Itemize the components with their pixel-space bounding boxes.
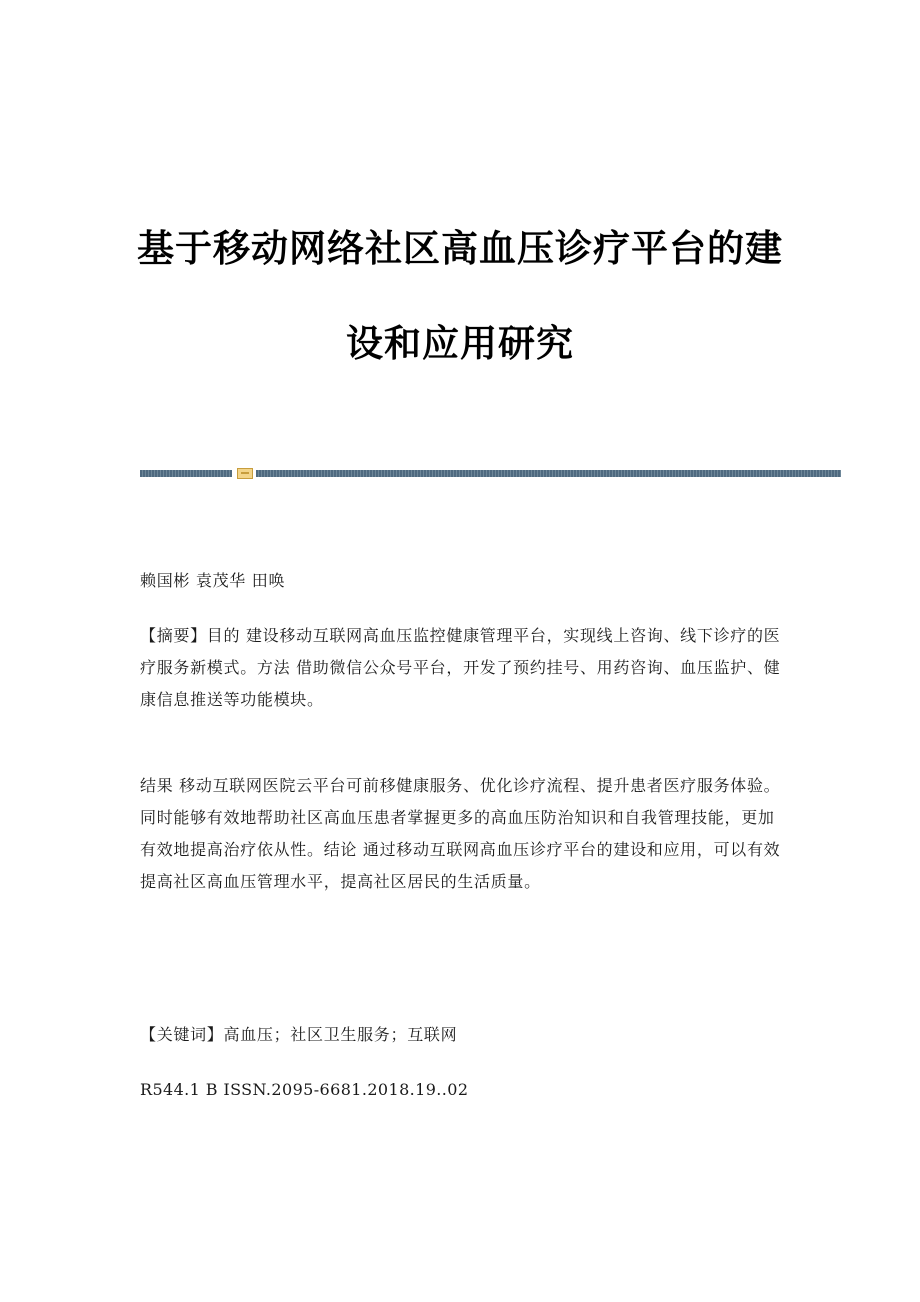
classification-code: R544.1 B ISSN.2095-6681.2018.19..02 <box>140 1080 469 1099</box>
keywords: 【关键词】高血压；社区卫生服务；互联网 <box>140 1025 458 1044</box>
divider-ornament-icon <box>237 468 253 479</box>
abstract-paragraph-1: 【摘要】目的 建设移动互联网高血压监控健康管理平台，实现线上咨询、线下诊疗的医疗服务新模式。方法 借助微信公众号平台，开发了预约挂号、用药咨询、血压监护、健康信息推送等功能模块。 <box>140 626 781 709</box>
title-divider-left <box>140 470 232 477</box>
paper-title-line-2: 设和应用研究 <box>346 322 574 365</box>
abstract-paragraph-2: 结果 移动互联网医院云平台可前移健康服务、优化诊疗流程、提升患者医疗服务体验。同时能够有效地帮助社区高血压患者掌握更多的高血压防治知识和自我管理技能，更加有效地提高治疗依从性。结论 通过移动互联网高血压诊疗平台的建设和应用，可以有效提高社区高血压管理水平，提高社区居民的生活质量。 <box>140 776 781 891</box>
paper-title-line-1: 基于移动网络社区高血压诊疗平台的建 <box>137 227 783 270</box>
title-divider-right <box>256 470 841 477</box>
authors: 赖国彬 袁茂华 田唤 <box>140 571 286 590</box>
